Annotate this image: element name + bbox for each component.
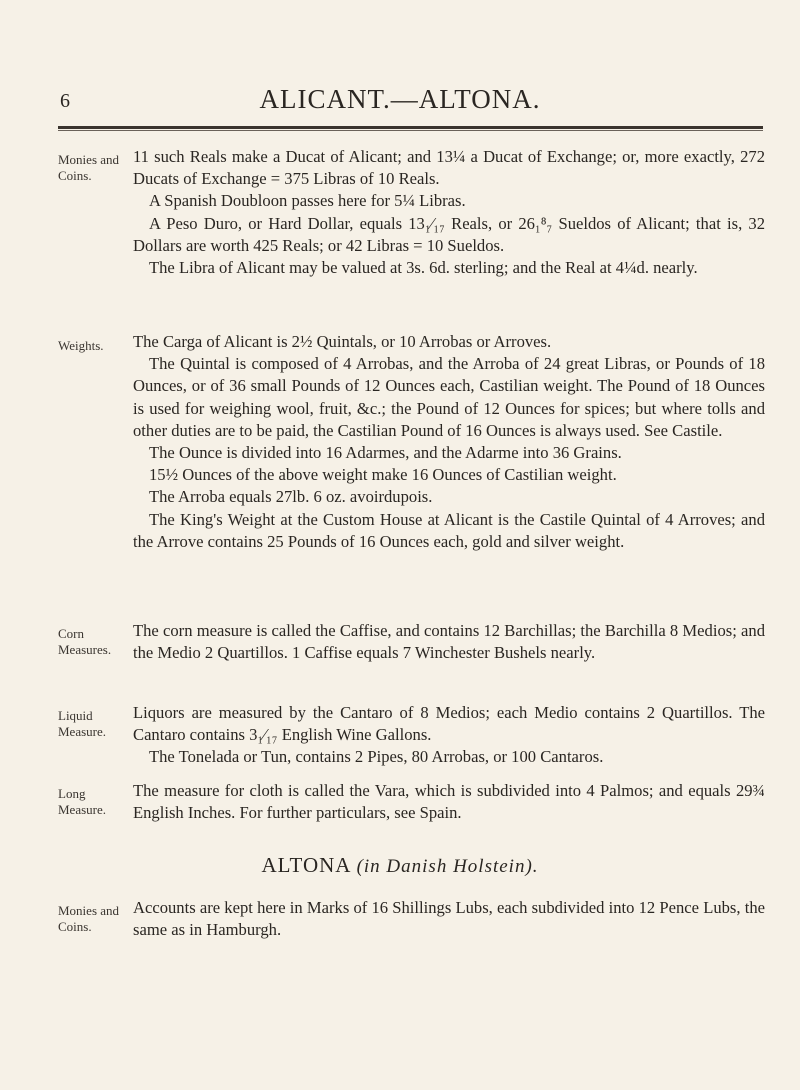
paragraph: The Ounce is divided into 16 Adarmes, and the Adarme into 36 Grains.: [149, 443, 622, 463]
section-monies-coins: [133, 146, 765, 279]
paragraph: The Quintal is composed of 4 Arrobas, and the Arroba of 24 great Libras, or Pounds of 18 Ounces, or of 36 small Pounds of 12 Ounces each, Castilian weight. The Pound of 18 Ounces is used for weighing wool, fruit, &c.; the Pound of 12 Ounces for spices; but where tolls and other duties are to be paid, the Castilian Pound of 16 Ounces is always used. See Castile.: [133, 354, 765, 440]
paragraph: A Spanish Doubloon passes here for 5¼ Libras.: [149, 191, 466, 211]
sidenote-corn-measures: Corn Measures.: [58, 626, 112, 657]
section-heading-altona: [0, 853, 800, 878]
section-long-measure: [133, 780, 765, 824]
header-rule-thin: [58, 130, 763, 131]
header-rule: [58, 126, 763, 129]
paragraph: 11 such Reals make a Ducat of Alicant; and 13¼ a Ducat of Exchange; or, more exactly, 272 Ducats of Exchange = 375 Libras of 10 Reals.: [133, 147, 765, 189]
sidenote-weights: Weights.: [58, 338, 104, 353]
paragraph: Liquors are measured by the Cantaro of 8 Medios; each Medio contains 2 Quartillos. The Cantaro contains 3₁⁄₁₇ English Wine Gallons.: [133, 703, 765, 745]
section-corn-measures: [133, 620, 765, 664]
section-liquid-measure: [133, 702, 765, 769]
paragraph: The Arroba equals 27lb. 6 oz. avoirdupois.: [149, 487, 433, 507]
paragraph: The Tonelada or Tun, contains 2 Pipes, 80 Arrobas, or 100 Cantaros.: [149, 747, 604, 767]
paragraph: Accounts are kept here in Marks of 16 Shillings Lubs, each subdivided into 12 Pence Lubs, the same as in Hamburgh.: [133, 898, 765, 940]
heading-title: ALTONA: [261, 853, 351, 877]
paragraph: A Peso Duro, or Hard Dollar, equals 13₁⁄₁₇ Reals, or 26₁⁸₇ Sueldos of Alicant; that is, 32 Dollars are worth 425 Reals; or 42 Libras = 10 Sueldos.: [133, 213, 765, 255]
section-weights: [133, 331, 765, 553]
paragraph: The corn measure is called the Caffise, and contains 12 Barchillas; the Barchilla 8 Medios; and the Medio 2 Quartillos. 1 Caffise equals 7 Winchester Bushels nearly.: [133, 621, 765, 663]
page-number: 6: [60, 90, 70, 112]
sidenote-long-measure: Long Measure.: [58, 786, 107, 817]
sidenote-liquid-measure: Liquid Measure.: [58, 708, 107, 739]
paragraph: The measure for cloth is called the Vara, which is subdivided into 4 Palmos; and equals 29¾ English Inches. For further particulars, see Spain.: [133, 781, 765, 823]
paragraph: 15½ Ounces of the above weight make 16 Ounces of Castilian weight.: [149, 465, 617, 485]
paragraph: The King's Weight at the Custom House at Alicant is the Castile Quintal of 4 Arroves; and the Arrove contains 25 Pounds of 16 Ounces each, gold and silver weight.: [133, 509, 765, 551]
section-altona-monies-coins: [133, 897, 765, 941]
paragraph: The Carga of Alicant is 2½ Quintals, or 10 Arrobas or Arroves.: [133, 332, 552, 351]
paragraph: The Libra of Alicant may be valued at 3s. 6d. sterling; and the Real at 4¼d. nearly.: [149, 258, 698, 278]
sidenote-altona-monies-coins: Monies and Coins.: [58, 903, 120, 934]
sidenote-monies-coins: Monies and Coins.: [58, 152, 120, 183]
heading-note: (in Danish Holstein).: [356, 856, 539, 877]
running-title: ALICANT.—ALTONA.: [259, 84, 541, 114]
